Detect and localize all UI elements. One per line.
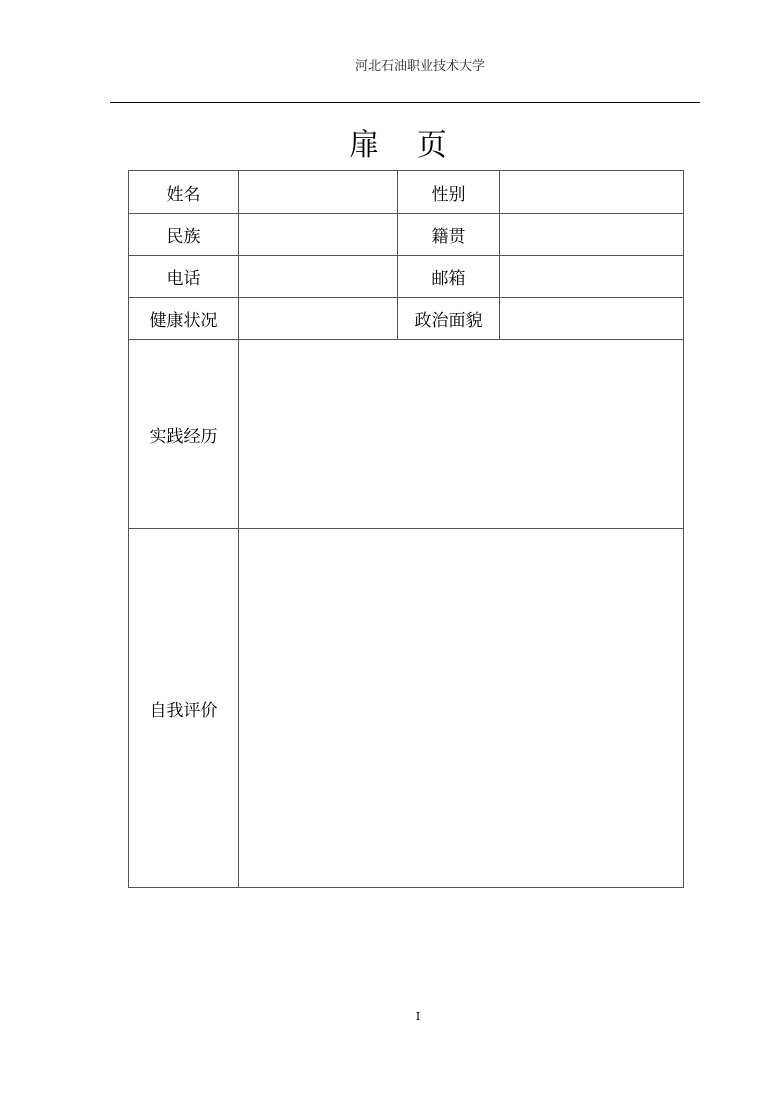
form-row-health-political [129,298,684,340]
label-health: 健康状况 [129,298,239,340]
header-divider [110,102,700,103]
form-row-ethnicity-origin [129,214,684,256]
form-row-phone-email [129,256,684,298]
header-school-name: 河北石油职业技术大学 [354,59,485,74]
personal-info-form [128,170,684,888]
label-phone: 电话 [129,256,239,298]
label-practice-experience: 实践经历 [129,340,239,529]
label-ethnicity: 民族 [129,214,239,256]
field-name[interactable] [239,171,398,214]
label-name: 姓名 [129,171,239,214]
field-gender[interactable] [500,171,684,214]
label-gender: 性别 [398,171,500,214]
form-row-name-gender [129,171,684,214]
form-row-self-evaluation [129,529,684,888]
label-political-status: 政治面貌 [398,298,500,340]
page-title: 扉 页 [349,128,461,163]
field-health[interactable] [239,298,398,340]
label-self-evaluation: 自我评价 [129,529,239,888]
page-number: I [415,1010,421,1023]
field-email[interactable] [500,256,684,298]
field-practice-experience[interactable] [239,340,684,529]
field-phone[interactable] [239,256,398,298]
field-native-place[interactable] [500,214,684,256]
field-political-status[interactable] [500,298,684,340]
field-self-evaluation[interactable] [239,529,684,888]
label-native-place: 籍贯 [398,214,500,256]
field-ethnicity[interactable] [239,214,398,256]
label-email: 邮箱 [398,256,500,298]
form-row-practice [129,340,684,529]
